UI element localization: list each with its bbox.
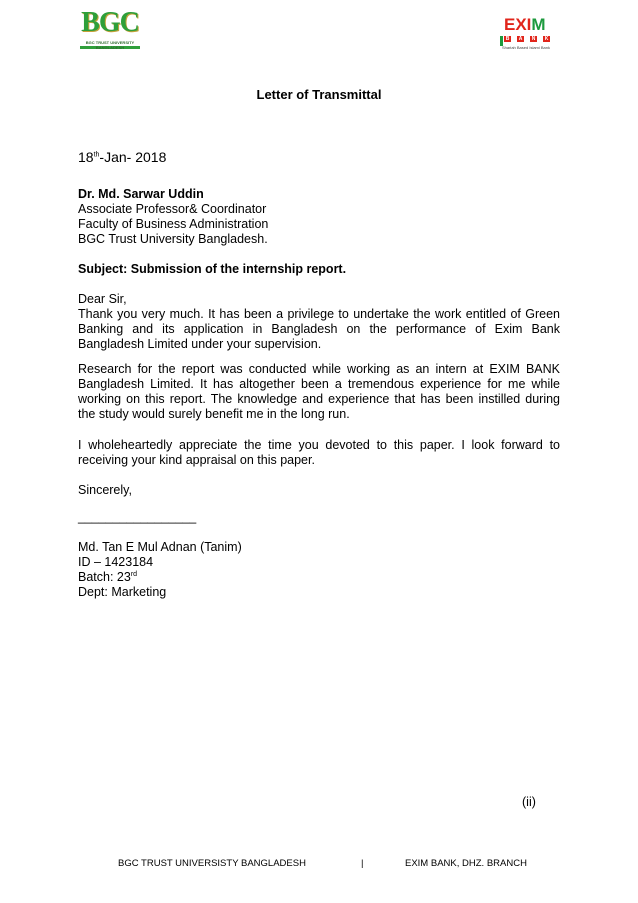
date-suffix: th bbox=[93, 151, 100, 159]
sender-name: Md. Tan E Mul Adnan (Tanim) bbox=[78, 540, 242, 554]
date-rest: -Jan- 2018 bbox=[99, 149, 167, 165]
footer-left: BGC TRUST UNIVERSISTY BANGLADESH bbox=[118, 858, 306, 869]
sender-id: ID – 1423184 bbox=[78, 555, 154, 569]
letter-title: Letter of Transmittal bbox=[256, 87, 382, 102]
recipient-name: Dr. Md. Sarwar Uddin bbox=[78, 187, 204, 201]
exim-logo-tagline: Shariah Based Islami Bank bbox=[501, 45, 551, 50]
recipient-position: Associate Professor& Coordinator bbox=[78, 202, 267, 216]
page-number: (ii) bbox=[522, 795, 536, 809]
recipient-university: BGC Trust University Bangladesh. bbox=[78, 232, 268, 246]
closing: Sincerely, bbox=[78, 483, 132, 497]
exim-logo-word-part2: M bbox=[531, 15, 546, 34]
bgc-logo-subtitle: BGC TRUST UNIVERSITY BANGLADESH bbox=[85, 40, 135, 50]
signature-line: _________________ bbox=[78, 510, 197, 524]
body-paragraph-3: I wholeheartedly appreciate the time you devoted to this paper. I look forward to receiving your kind appraisal on this paper. bbox=[78, 438, 560, 467]
body-paragraph-2: Research for the report was conducted while working as an intern at EXIM BANK Bangladesh Limited. It has altogether been a tremendous experience for me while working on this report. The knowledge and experience that has been instilled during the study would surely benefit me in the long run. bbox=[78, 362, 560, 421]
exim-logo-bank-letters bbox=[504, 36, 550, 42]
exim-logo-letter: K bbox=[544, 36, 549, 42]
sender-batch-suffix: rd bbox=[130, 570, 138, 578]
exim-logo-letter: B bbox=[505, 36, 510, 42]
sender-batch-prefix: Batch: 23 bbox=[78, 570, 131, 584]
page-footer bbox=[0, 857, 638, 871]
sender-dept: Dept: Marketing bbox=[78, 585, 167, 599]
letter-date bbox=[78, 150, 166, 165]
exim-logo-word bbox=[504, 16, 546, 34]
salutation: Dear Sir, bbox=[78, 292, 127, 306]
exim-bank-logo bbox=[492, 16, 560, 60]
exim-logo-letter: A bbox=[518, 36, 523, 42]
body-paragraph-1: Thank you very much. It has been a privilege to undertake the work entitled of Green Banking and its application in Bangladesh on the performance of Exim Bank Bangladesh Limited under your supervision. bbox=[78, 307, 560, 351]
exim-logo-letter: N bbox=[531, 36, 536, 42]
bgc-logo-mark: BGC bbox=[81, 7, 139, 38]
exim-logo-word-part1: EXI bbox=[504, 15, 532, 34]
sender-batch bbox=[78, 570, 137, 585]
recipient-faculty: Faculty of Business Administration bbox=[78, 217, 269, 231]
date-day: 18 bbox=[78, 149, 94, 165]
bgc-university-logo bbox=[78, 7, 142, 50]
footer-separator: | bbox=[361, 858, 364, 869]
footer-right: EXIM BANK, DHZ. BRANCH bbox=[405, 858, 527, 869]
letter-subject: Subject: Submission of the internship report. bbox=[78, 262, 347, 276]
